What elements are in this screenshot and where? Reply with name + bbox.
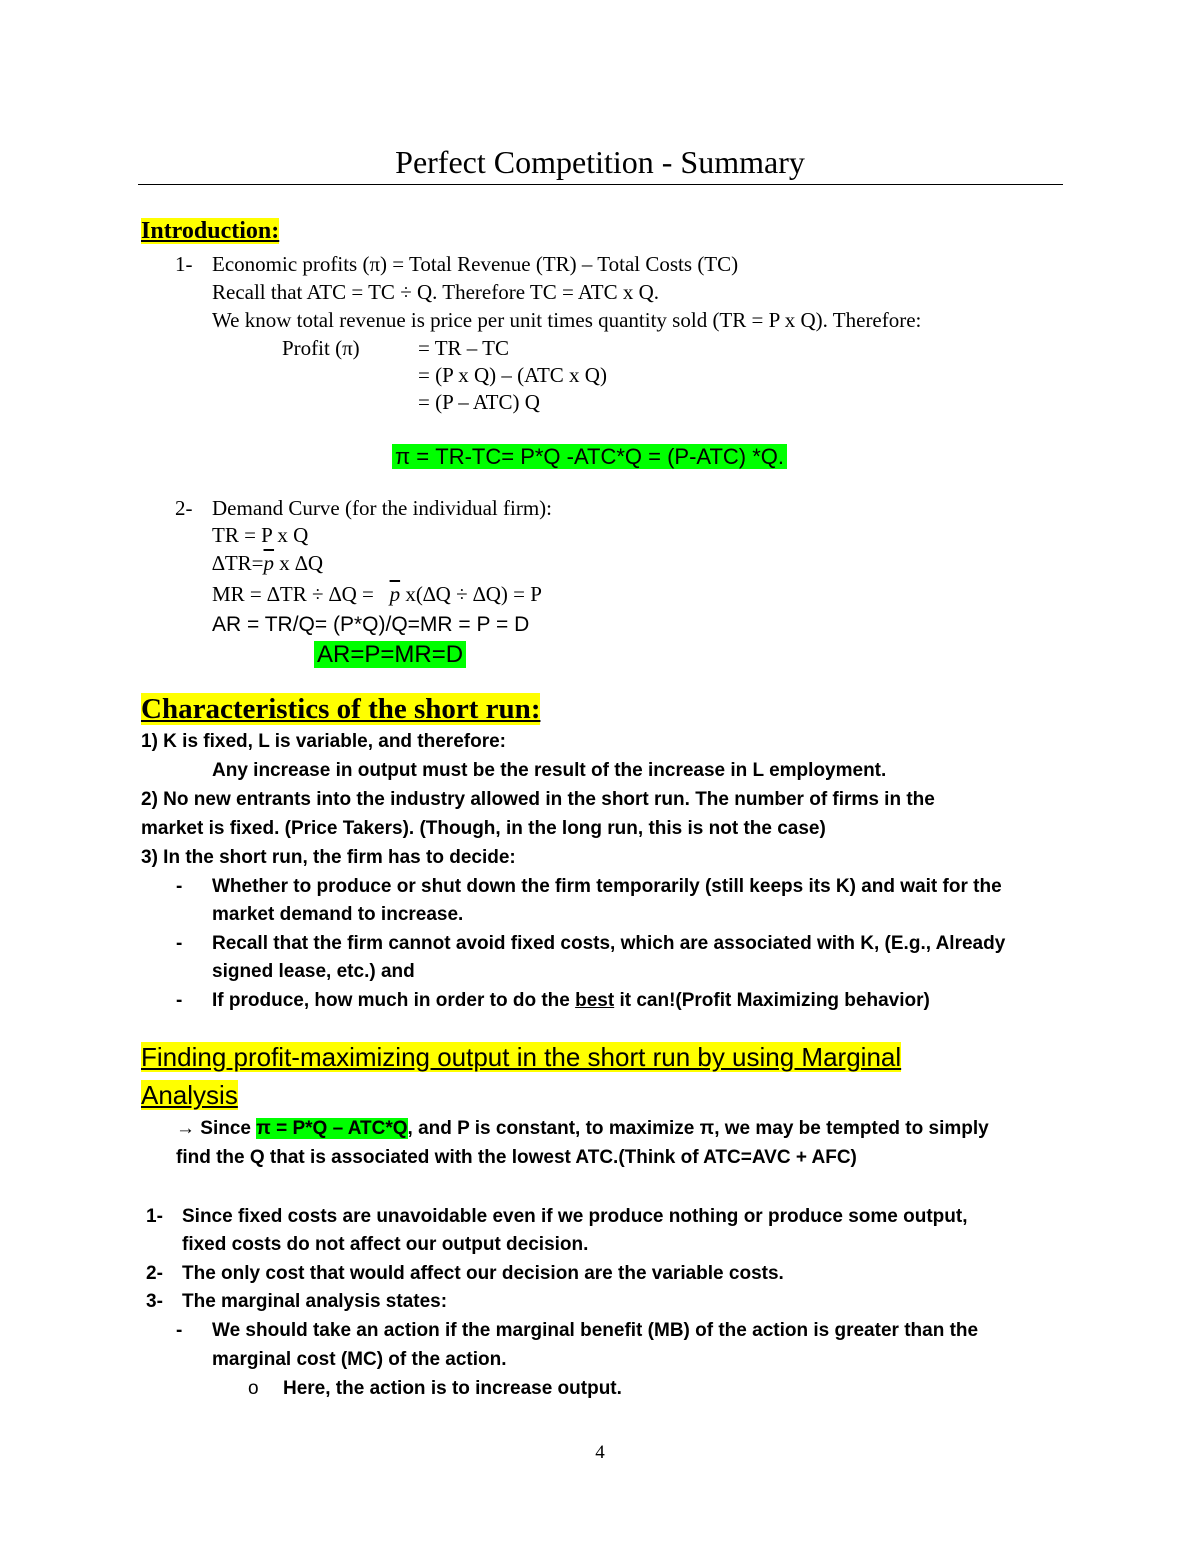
marginal-heading-line1-text: Finding profit-maximizing output in the short run by using Marginal xyxy=(141,1042,902,1072)
short-run-heading xyxy=(141,693,540,726)
delta-q-text: x ∆Q xyxy=(279,551,324,575)
profit-equation-1: = TR – TC xyxy=(418,336,510,360)
short-run-point-1-sub: Any increase in output must be the result of the increase in L employment. xyxy=(212,760,887,781)
intro-item2-line5: AR = TR/Q= (P*Q)/Q=MR = P = D xyxy=(212,613,530,636)
page-number: 4 xyxy=(595,1442,605,1463)
short-run-bullet-1-line2: market demand to increase. xyxy=(212,904,464,925)
bullet-dash-3: - xyxy=(176,990,183,1011)
intro-item1-line2: Recall that ATC = TC ÷ Q. Therefore TC = ATC x Q. xyxy=(212,280,659,304)
marginal-since-line2: find the Q that is associated with the lowest ATC.(Think of ATC=AVC + AFC) xyxy=(176,1147,857,1168)
profit-formula-highlight xyxy=(392,444,787,470)
mr-equation-end: x(∆Q ÷ ∆Q) = P xyxy=(405,582,542,606)
p-bar-symbol-2: $\overline{p}$ xyxy=(389,582,401,606)
short-run-heading-text: Characteristics of the short run: xyxy=(141,693,541,725)
marginal-item1-number: 1- xyxy=(146,1206,163,1227)
marginal-sub-line2: marginal cost (MC) of the action. xyxy=(212,1349,507,1370)
page-title: Perfect Competition - Summary xyxy=(395,144,805,180)
mr-equation-start: MR = ∆TR ÷ ∆Q = xyxy=(212,582,380,606)
introduction-heading xyxy=(141,218,279,245)
intro-item2-line3 xyxy=(212,551,323,576)
introduction-heading-text: Introduction: xyxy=(141,218,280,244)
short-run-bullet-2-line1: Recall that the firm cannot avoid fixed costs, which are associated with K, (E.g., Already xyxy=(212,933,1006,954)
profit-equation-2: = (P x Q) – (ATC x Q) xyxy=(418,363,607,387)
since-formula-highlight: π = P*Q – ATC*Q xyxy=(256,1118,408,1139)
title-rule xyxy=(138,184,1063,185)
marginal-item1-line2: fixed costs do not affect our output decision. xyxy=(182,1234,589,1255)
intro-item1-number: 1- xyxy=(175,252,193,276)
marginal-item1-line1: Since fixed costs are unavoidable even if we produce nothing or produce some output, xyxy=(182,1206,968,1227)
intro-item2-line4 xyxy=(212,582,542,607)
intro-item1-line3: We know total revenue is price per unit times quantity sold (TR = P x Q). Therefore: xyxy=(212,308,922,332)
profit-label: Profit (π) xyxy=(282,336,360,360)
short-run-point-1: 1) K is fixed, L is variable, and therefore: xyxy=(141,731,506,752)
since-suffix: , and P is constant, to maximize π, we may be tempted to simply xyxy=(407,1118,989,1139)
marginal-since-line1 xyxy=(176,1118,989,1140)
marginal-item3: The marginal analysis states: xyxy=(182,1291,448,1312)
p-bar-symbol: $\overline{p}$ xyxy=(263,551,275,575)
best-underlined: best xyxy=(575,990,615,1011)
marginal-item3-number: 3- xyxy=(146,1291,163,1312)
ar-highlight-text: AR=P=MR=D xyxy=(314,641,466,668)
short-run-point-3: 3) In the short run, the firm has to decide: xyxy=(141,847,516,868)
delta-tr-label: ∆TR= xyxy=(212,551,264,575)
bullet-dash-1: - xyxy=(176,876,183,897)
short-run-bullet-3 xyxy=(212,990,930,1012)
marginal-heading-line1 xyxy=(141,1042,901,1073)
intro-item1-line1: Economic profits (π) = Total Revenue (TR) – Total Costs (TC) xyxy=(212,252,739,276)
short-run-point-2-line2: market is fixed. (Price Takers). (Though, in the long run, this is not the case) xyxy=(141,818,826,839)
intro-item2-line1: Demand Curve (for the individual firm): xyxy=(212,496,552,520)
short-run-bullet-2-line2: signed lease, etc.) and xyxy=(212,961,415,982)
intro-item2-line2: TR = P x Q xyxy=(212,523,309,547)
short-run-point-2-line1: 2) No new entrants into the industry allowed in the short run. The number of firms in the xyxy=(141,789,935,810)
marginal-subsub-bullet: o xyxy=(248,1378,259,1399)
intro-item2-number: 2- xyxy=(175,496,193,520)
profit-formula-text: π = TR-TC= P*Q -ATC*Q = (P-ATC) *Q. xyxy=(392,444,787,469)
bullet-3-text-start: If produce, how much in order to do the xyxy=(212,990,576,1011)
bullet-3-text-end: it can!(Profit Maximizing behavior) xyxy=(614,990,930,1011)
marginal-sub-dash: - xyxy=(176,1320,183,1341)
marginal-item2-number: 2- xyxy=(146,1263,163,1284)
bullet-dash-2: - xyxy=(176,933,183,954)
since-prefix: → Since xyxy=(176,1118,257,1139)
profit-equation-3: = (P – ATC) Q xyxy=(418,390,540,414)
short-run-bullet-1-line1: Whether to produce or shut down the firm temporarily (still keeps its K) and wait for the xyxy=(212,876,1002,897)
ar-highlight xyxy=(314,641,466,669)
marginal-heading-line2 xyxy=(141,1080,238,1111)
marginal-heading-line2-text: Analysis xyxy=(141,1080,238,1110)
marginal-item2: The only cost that would affect our decision are the variable costs. xyxy=(182,1263,784,1284)
marginal-subsub: Here, the action is to increase output. xyxy=(283,1378,622,1399)
marginal-sub-line1: We should take an action if the marginal benefit (MB) of the action is greater than the xyxy=(212,1320,979,1341)
